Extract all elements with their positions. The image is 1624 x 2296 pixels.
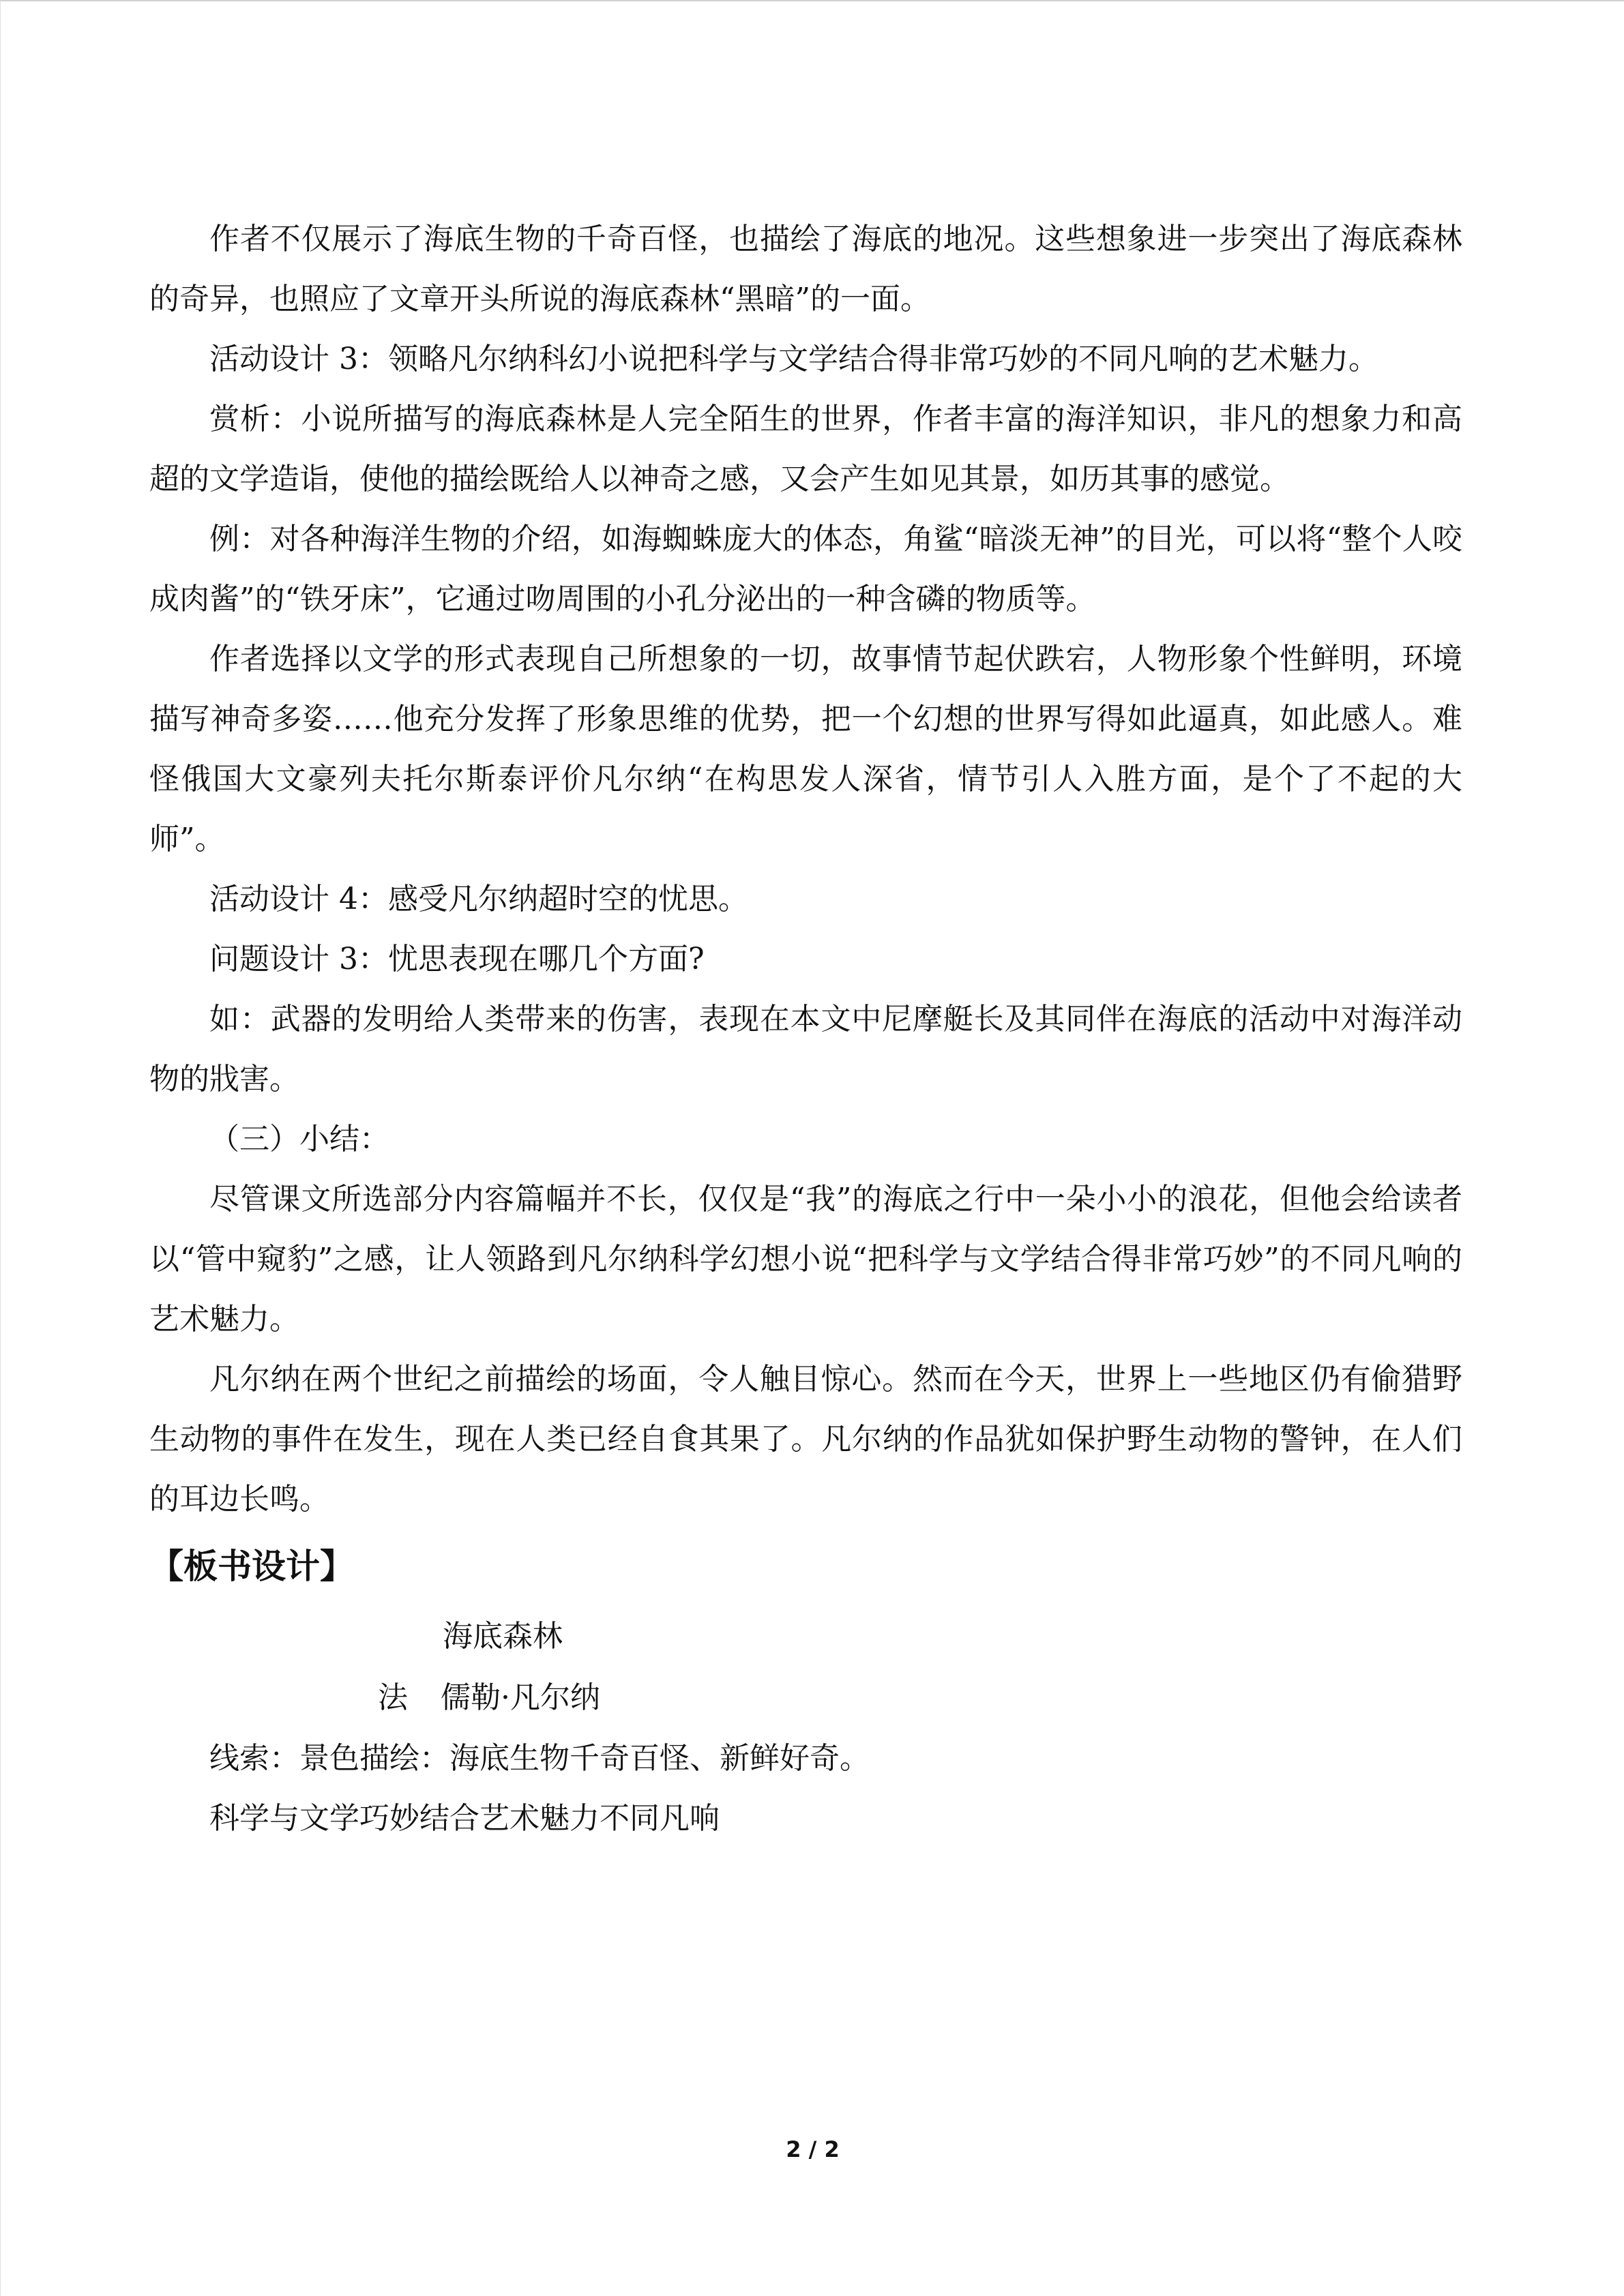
paragraph: 赏析：小说所描写的海底森林是人完全陌生的世界，作者丰富的海洋知识，非凡的想象力和高超的文学造诣，使他的描绘既给人以神奇之感，又会产生如见其景，如历其事的感觉。 [149,402,1462,496]
section-heading: 【板书设计】 [149,1547,354,1586]
author-name: 儒勒·凡尔纳 [441,1680,600,1715]
board-line: 线索：景色描绘：海底生物千奇百怪、新鲜好奇。 [209,1741,870,1776]
paragraph: 如：武器的发明给人类带来的伤害，表现在本文中尼摩艇长及其同伴在海底的活动中对海洋动物的戕害。 [149,1002,1462,1097]
paragraph: 作者不仅展示了海底生物的千奇百怪，也描绘了海底的地况。这些想象进一步突出了海底森林的奇异，也照应了文章开头所说的海底森林“黑暗”的一面。 [149,222,1462,316]
board-author [149,1667,1462,1729]
author-country: 法 [378,1680,408,1715]
page-number: 2 / 2 [786,2136,840,2162]
paragraph: 活动设计 3：领略凡尔纳科幻小说把科学与文学结合得非常巧妙的不同凡响的艺术魅力。 [209,342,1378,376]
paragraph: 作者选择以文学的形式表现自己所想象的一切，故事情节起伏跌宕，人物形象个性鲜明，环境描写神奇多姿……他充分发挥了形象思维的优势，把一个幻想的世界写得如此逼真，如此感人。难怪俄国大文豪列夫托尔斯泰评价凡尔纳“在构思发人深省，情节引人入胜方面，是个了不起的大师”。 [149,642,1462,856]
paragraph: 问题设计 3：忧思表现在哪几个方面? [209,942,705,976]
board-title: 海底森林 [443,1619,563,1654]
paragraph: 活动设计 4：感受凡尔纳超时空的忧思。 [209,882,748,916]
page-content [149,209,1462,1849]
paragraph: 例：对各种海洋生物的介绍，如海蜘蛛庞大的体态，角鲨“暗淡无神”的目光，可以将“整个人咬成肉酱”的“铁牙床”，它通过吻周围的小孔分泌出的一种含磷的物质等。 [149,522,1462,616]
paragraph: 凡尔纳在两个世纪之前描绘的场面，令人触目惊心。然而在今天，世界上一些地区仍有偷猎野生动物的事件在发生，现在人类已经自食其果了。凡尔纳的作品犹如保护野生动物的警钟，在人们的耳边长鸣。 [149,1362,1462,1517]
paragraph: （三）小结： [209,1122,389,1157]
paragraph: 尽管课文所选部分内容篇幅并不长，仅仅是“我”的海底之行中一朵小小的浪花，但他会给读者以“管中窥豹”之感，让人领路到凡尔纳科学幻想小说“把科学与文学结合得非常巧妙”的不同凡响的艺术魅力。 [149,1182,1462,1337]
board-line: 科学与文学巧妙结合艺术魅力不同凡响 [209,1801,720,1836]
